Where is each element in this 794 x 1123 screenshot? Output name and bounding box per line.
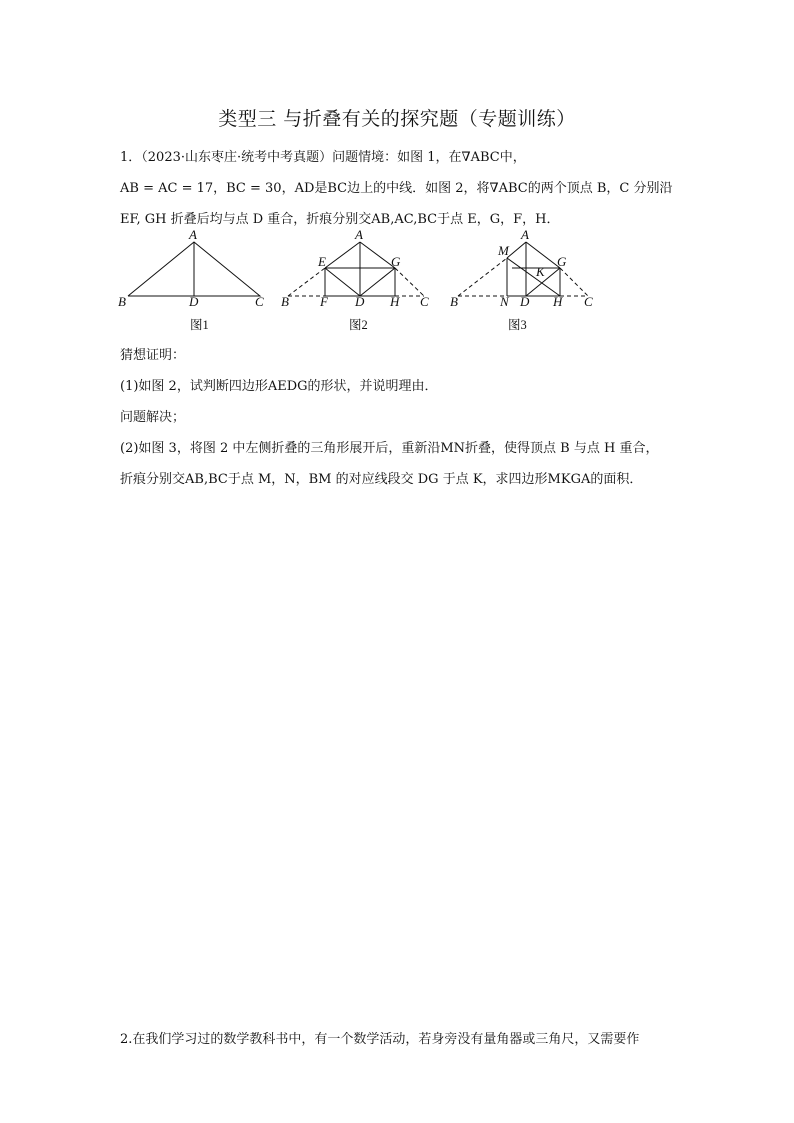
q2-line-1: 2.在我们学习过的数学教科书中，有一个数学活动，若身旁没有量角器或三角尺，又需要作 xyxy=(120,1032,640,1047)
fig2-caption: 图2 xyxy=(349,318,368,332)
page-title: 类型三 与折叠有关的探究题（专题训练） xyxy=(218,108,576,130)
q1-part-2-line-2: 折痕分别交AB,BC于点 M，N，BM 的对应线段交 DG 于点 K，求四边形MKGA的面积． xyxy=(120,472,643,487)
fig3-label-D: D xyxy=(520,294,530,309)
fig2-label-C: C xyxy=(420,294,429,309)
fig3-label-C: C xyxy=(584,294,593,309)
figure-2 xyxy=(278,228,443,338)
fig3-label-M: M xyxy=(498,243,509,258)
fig1-label-A: A xyxy=(189,228,197,242)
q1-part-1: (1)如图 2，试判断四边形AEDG的形状，并说明理由． xyxy=(120,379,438,394)
fig2-label-D: D xyxy=(355,294,365,309)
q1-line-3: EF, GH 折叠后均与点 D 重合，折痕分别交AB,AC,BC于点 E，G，F，H． xyxy=(120,212,560,227)
fig3-dashed-BM xyxy=(458,258,507,296)
section-conjecture: 猜想证明： xyxy=(120,348,186,363)
fig2-label-E: E xyxy=(318,254,326,269)
fig3-label-K: K xyxy=(536,264,545,279)
q1-line-1: 1．（2023·山东枣庄·统考中考真题）问题情境：如图 1，在∇ABC中， xyxy=(120,150,526,165)
fig2-label-B: B xyxy=(281,294,289,309)
fig3-side-MA xyxy=(507,242,526,258)
fig1-label-C: C xyxy=(255,294,264,309)
section-problem-solving: 问题解决； xyxy=(120,410,186,425)
fig1-label-B: B xyxy=(118,294,126,309)
fig3-label-G: G xyxy=(557,254,567,269)
fig2-label-H: H xyxy=(390,294,400,309)
fig3-label-N: N xyxy=(500,294,509,309)
fig2-dashed-BE xyxy=(288,268,325,296)
fig2-label-G: G xyxy=(391,254,401,269)
fig3-dashed-GC xyxy=(560,268,588,296)
figure-3 xyxy=(446,228,611,338)
fig3-label-H: H xyxy=(553,294,563,309)
fig2-side-EA xyxy=(325,242,360,268)
fig2-dashed-GC xyxy=(395,268,424,296)
q1-part-2-line-1: (2)如图 3，将图 2 中左侧折叠的三角形展开后，重新沿MN折叠，使得顶点 B 与点 H 重合， xyxy=(120,441,659,456)
fig2-side-AG xyxy=(360,242,395,268)
fig1-label-D: D xyxy=(189,294,199,309)
fig2-segment-ED xyxy=(325,268,360,296)
fig2-label-A: A xyxy=(355,228,363,242)
fig3-caption: 图3 xyxy=(508,318,527,332)
fig3-label-A: A xyxy=(521,228,529,242)
figure-1 xyxy=(110,228,275,338)
fig2-label-F: F xyxy=(320,294,328,309)
fig3-label-B: B xyxy=(450,294,458,309)
q1-line-2: AB = AC = 17，BC = 30，AD是BC边上的中线．如图 2，将∇ABC的两个顶点 B，C 分别沿 xyxy=(120,181,673,196)
fig1-caption: 图1 xyxy=(190,318,209,332)
fig2-segment-GD xyxy=(360,268,395,296)
